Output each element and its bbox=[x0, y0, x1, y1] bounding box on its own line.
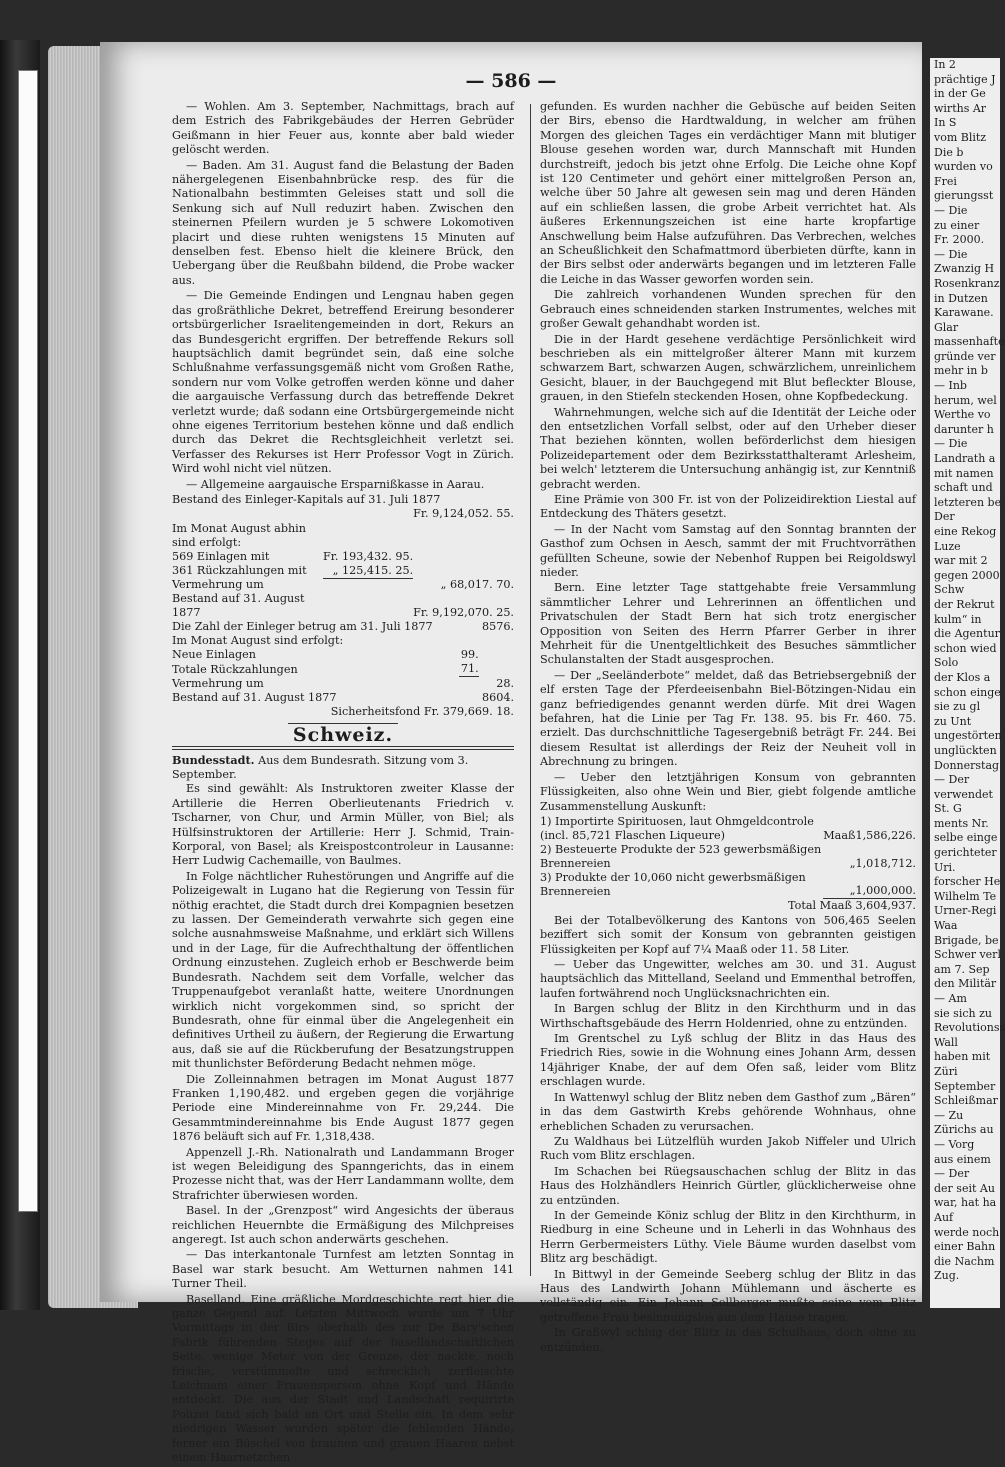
news-item: — In der Nacht vom Samstag auf den Sonntag brannten der Gasthof zum Ochsen in Aesch, sammt der mit Fruchtvorräthen gefüllten Scheune, sowie der Nebenhof Ruppen bei Reigoldswyl nieder. bbox=[540, 522, 916, 579]
row-value-b bbox=[479, 662, 514, 677]
fragment-line: Schwer verl bbox=[934, 948, 1001, 962]
fragment-line: die Agentur bbox=[934, 627, 1000, 641]
news-item: In Folge nächtlicher Ruhestörungen und Angriffe auf die Polizeigewalt in Lugano hat die Regierung von Tessin für nöthig erachtet, die Stadt durch drei Kompagnien besetzen zu lassen. Der Gemeinderath verwahrte sich gegen eine solche ausnahmsweise Maßnahme, und erklärt sich Willens und in der Lage, für die Aufrechthaltung der öffentlichen Ordnung einzustehen. Zugleich erhob er Beschwerde beim Bundesrath. Nachdem seit dem Vorfalle, welcher das Truppenaufgebot veranlaßt hatte, weitere Unordnungen wirklich nicht vorgekommen sind, so spricht der Bundesrath, ohne für einmal über die Angelegenheit ein definitives Urtheil zu äußern, der Regierung die Erwartung aus, daß sie auf die Rückberufung der Besatzungstruppen mit thunlichster Beförderung Bedacht nehmen möge. bbox=[172, 869, 514, 1071]
fragment-line: vom Blitz bbox=[934, 130, 987, 144]
column-divider bbox=[530, 104, 531, 1276]
news-item: Zu Waldhaus bei Lützelflüh wurden Jakob Niffeler und Ulrich Ruch vom Blitz erschlagen. bbox=[540, 1134, 916, 1163]
news-item: — Die Gemeinde Endingen und Lengnau haben gegen das großräthliche Dekret, betreffend Ereirung besonderer ortsbürgerlicher Israelitengemeinden in dort, Rekurs an das Bundesgericht ergriffen. Der betreffende Rekurs soll hauptsächlich damit begründet sein, daß eine solche Schlußnahme verfassungsgemäß nicht vom Großen Rathe, sondern nur vom Volke getroffen werden könne und daher die aargauische Verfassung durch das betreffende Dekret verletzt wurde; daß sodann eine Ortsbürgergemeinde nicht ohne eigenes Territorium bestehen könne und daß endlich durch das Dekret die Rechtsgleichheit verletzt sei. Verfasser des Rekurses ist Herr Professor Vogt in Zürich. Wird wohl nicht viel nützen. bbox=[172, 289, 514, 476]
row-value: 1,018,712. bbox=[855, 856, 916, 870]
fragment-line: zu Unt bbox=[934, 714, 972, 728]
row-unit: Maaß bbox=[823, 828, 856, 842]
fragment-line: forscher He bbox=[934, 875, 1001, 889]
fragment-line: werde noch bbox=[934, 1225, 1000, 1239]
fragment-line: letzteren be bbox=[934, 495, 1002, 509]
row-value-b: Fr. 9,192,070. 25. bbox=[413, 606, 514, 620]
row-value-a bbox=[323, 578, 413, 592]
table-row bbox=[172, 634, 514, 648]
news-item: In Bittwyl in der Gemeinde Seeberg schlug der Blitz in das Haus des Landwirth Johann Mühlemann und äscherte es vollständig ein. Ein Johann Sollberger mußte seine vom Blitz getroffene Frau besinnungslos aus dem Hause tragen. bbox=[540, 1267, 916, 1324]
row-label: Bestand auf 31. August 1877 bbox=[172, 690, 337, 704]
row-value-b: „ 68,017. 70. bbox=[440, 578, 514, 592]
fragment-line: prächtige J bbox=[934, 72, 996, 86]
fragment-line: sie sich zu bbox=[934, 1006, 992, 1020]
fragment-line: der seit Au bbox=[934, 1181, 995, 1195]
news-item: Bei der Totalbevölkerung des Kantons von 506,465 Seelen beziffert sich somit der Konsum von gebrannten geistigen Flüssigkeiten per Kopf auf 7¼ Maaß oder 11. 58 Liter. bbox=[540, 913, 916, 956]
row-value-a: Fr. 193,432. 95. bbox=[322, 549, 414, 563]
news-item: — Baden. Am 31. August fand die Belastung der Baden nähergelegenen Eisenbahnbrücke resp. des für die Nationalbahn bestimmten Geleises statt und soll die Senkung sich auf Null reduzirt haben. Zwischen den steinernen Pfeilern wurden je 5 schwere Lokomotiven placirt und diese ruhten wenigstens 15 Minuten auf denselben fest. Ebenso hielt die kleinere Brück, den Uebergang über die Reußbahn bildend, die Probe wacker aus. bbox=[172, 158, 514, 287]
ersparnis-table-depositors bbox=[172, 620, 514, 705]
row-label: 569 Einlagen mit bbox=[172, 549, 270, 563]
fragment-line: — Zu bbox=[934, 1108, 964, 1122]
news-item: Eine Prämie von 300 Fr. ist von der Polizeidirektion Liestal auf Entdeckung des Thäters gesetzt. bbox=[540, 492, 916, 521]
fragment-line: Donnerstag bbox=[934, 758, 1000, 772]
bund-subheading: Aus dem Bundesrath. Sitzung vom 3. September. bbox=[172, 753, 469, 781]
fragment-line: ungestörten bbox=[934, 729, 1002, 743]
news-item: Appenzell J.-Rh. Nationalrath und Landammann Broger ist wegen Beleidigung des Spanngerichts, das in einem Prozesse nicht that, was der Herr Landammann wollte, dem Strafrichter überwiesen worden. bbox=[172, 1145, 515, 1202]
fragment-line: schaft und bbox=[934, 481, 993, 495]
news-item: — Das interkantonale Turnfest am letzten Sonntag in Basel war stark besucht. Am Wetturnen nahmen 141 Turner Theil. bbox=[172, 1248, 514, 1291]
fragment-line: Der bbox=[934, 510, 955, 524]
news-item: — Der „Seeländerbote“ meldet, daß das Betriebsergebniß der elf ersten Tage der Pferdeeisenbahn Biel-Bötzingen-Nidau ein ganz befriedigendes genannt werden dürfe. Mit drei Wagen befahren, hat die Linie per Tag Fr. 138. 95. bis Fr. 460. 75. erzielt. Das durchschnittliche Tagesergebniß beträgt Fr. 244. Bei diesem Resultat ist allerdings der Reiz der Neuheit voll in Abrechnung zu bringen. bbox=[540, 668, 916, 769]
fragment-line: Werthe vo bbox=[934, 408, 991, 422]
row-label: Vermehrung um bbox=[172, 676, 264, 690]
row-value-b: 8576. bbox=[481, 620, 514, 634]
fragment-line: — Die bbox=[934, 437, 968, 451]
fragment-line: war mit 2 bbox=[934, 554, 988, 568]
row-value-a: „ 125,415. 25. bbox=[323, 564, 413, 579]
fragment-line: Solo bbox=[934, 656, 959, 670]
fragment-line: Waa bbox=[934, 919, 958, 933]
row-label: 2) Besteuerte Produkte der 523 gewerbsmäßigen Brennereien bbox=[540, 842, 822, 870]
left-column bbox=[172, 100, 514, 1467]
fragment-line: selbe einge bbox=[934, 831, 998, 845]
konsum-table bbox=[540, 815, 916, 900]
row-value-b bbox=[479, 634, 514, 648]
row-label: 1) Importirte Spirituosen, laut Ohmgeldcontrole (incl. 85,721 Flaschen Liqueure) bbox=[540, 814, 814, 842]
fragment-line: — Der bbox=[934, 1167, 970, 1181]
row-label: Im Monat August abhin sind erfolgt: bbox=[172, 521, 306, 549]
page-number: — 586 — bbox=[465, 70, 557, 92]
table-row bbox=[172, 522, 514, 550]
fragment-line: Urner-Regi bbox=[934, 904, 997, 918]
fragment-line: mehr in b bbox=[934, 364, 988, 378]
fragment-line: In 2 bbox=[934, 58, 956, 71]
row-value-a: 71. bbox=[460, 662, 479, 676]
fragment-line: Zürichs au bbox=[934, 1123, 994, 1137]
fragment-line: der Rekrut bbox=[934, 597, 995, 611]
fragment-line: in der Ge bbox=[934, 87, 986, 101]
row-label: Totale Rückzahlungen bbox=[172, 662, 298, 676]
fragment-line: darunter h bbox=[934, 422, 994, 436]
fragment-line: Auf bbox=[934, 1210, 954, 1224]
fragment-line: Rosenkranz bbox=[934, 276, 1000, 290]
fragment-line: eine Rekog bbox=[934, 525, 997, 538]
row-value: 1,586,226. bbox=[855, 828, 916, 842]
fragment-line: Wilhelm Te bbox=[934, 889, 997, 903]
fragment-line: Zwanzig H bbox=[934, 262, 995, 276]
fragment-line: gerichteter bbox=[934, 846, 997, 860]
fragment-line: herum, wel bbox=[934, 393, 997, 407]
news-item: In Graßwyl schlug der Blitz in das Schulhaus, doch ohne zu entzünden. bbox=[540, 1326, 916, 1354]
fragment-line: — Die bbox=[934, 203, 968, 217]
row-value-a bbox=[459, 634, 479, 648]
fragment-line: September bbox=[934, 1079, 996, 1093]
fragment-line: den Militär bbox=[934, 977, 997, 991]
row-unit: „ bbox=[849, 856, 856, 870]
fragment-line: sie zu gl bbox=[934, 700, 981, 714]
ersparnis-table-capital bbox=[172, 522, 514, 621]
fragment-line: Brigade, be bbox=[934, 933, 999, 947]
fragment-line: gegen 2000 bbox=[934, 568, 1000, 582]
table-row bbox=[540, 871, 916, 899]
row-label: Vermehrung um bbox=[172, 578, 264, 592]
sicherheitsfond: Sicherheitsfond Fr. 379,669. 18. bbox=[330, 704, 514, 718]
fragment-line: Wall bbox=[934, 1035, 958, 1049]
fragment-line: aus einem bbox=[934, 1152, 991, 1166]
news-item: Die in der Hardt gesehene verdächtige Persönlichkeit wird beschrieben als ein mittelgroßer älterer Mann mit kurzem schwarzem Bart, schwarzen Augen, schwärzlichem, unreinlichem Gesicht, blauer, in der Bauchgegend mit Blut befleckter Blouse, grauen, in den Stiefeln steckenden Hosen, ohne Kopfbedeckung. bbox=[540, 332, 916, 404]
fragment-line: Schleißmar bbox=[934, 1094, 998, 1108]
fragment-line: — Die bbox=[934, 247, 968, 261]
row-label: Im Monat August sind erfolgt: bbox=[172, 634, 344, 648]
fragment-line: — Inb bbox=[934, 379, 967, 393]
fragment-line: — Am bbox=[934, 992, 967, 1005]
fragment-line: kulm“ in bbox=[934, 612, 982, 626]
news-item: Die Zolleinnahmen betragen im Monat August 1877 Franken 1,190,482. und ergeben gegen die vorjährige Periode eine Mindereinnahme von Fr. 29,244. Die Gesammtmindereinnahme bis Ende August 1877 gegen 1876 beläuft sich auf Fr. 1,318,438. bbox=[172, 1072, 514, 1144]
fragment-line: ments Nr. bbox=[934, 816, 989, 830]
fragment-line: zu einer bbox=[934, 218, 980, 232]
news-item: In Wattenwyl schlug der Blitz neben dem Gasthof zum „Bären“ in das dem Gastwirth Krebs gehörende Wohnhaus, ohne erheblichen Schaden zu verursachen. bbox=[540, 1090, 916, 1133]
fragment-line: die Nachm bbox=[934, 1254, 995, 1268]
konsum-total: Total Maaß 3,604,937. bbox=[788, 899, 916, 913]
fragment-line: gierungsst bbox=[934, 189, 994, 203]
fragment-line: Fr. 2000. bbox=[934, 233, 985, 247]
bund-heading: Bundesstadt. bbox=[172, 752, 255, 767]
fragment-line: St. G bbox=[934, 802, 962, 816]
table-row bbox=[172, 648, 514, 662]
news-item: — Wohlen. Am 3. September, Nachmittags, brach auf dem Estrich des Fabrikgebäudes der Herren Gebrüder Geißmann in hier Feuer aus, konnte aber bald wieder gelöscht werden. bbox=[172, 100, 514, 157]
fragment-line: mit namen bbox=[934, 466, 994, 480]
news-item: Im Grentschel zu Lyß schlug der Blitz in das Haus des Friedrich Ries, sowie in die Wohnung eines Johann Arm, dessen 14jähriger Knabe, der auf dem Ofen saß, leider vom Blitz erschlagen wurde. bbox=[540, 1032, 916, 1089]
fragment-line: Züri bbox=[934, 1064, 958, 1078]
fragment-line: In S bbox=[934, 116, 957, 130]
row-label: Neue Einlagen bbox=[172, 648, 256, 662]
fragment-line: schon wied bbox=[934, 641, 997, 655]
row-value-b: 28. bbox=[496, 676, 514, 690]
fragment-line: gründe ver bbox=[934, 349, 996, 363]
newspaper-page bbox=[100, 42, 922, 1465]
row-value-b bbox=[413, 522, 514, 550]
next-page-fragments bbox=[930, 58, 1005, 1284]
section-divider bbox=[172, 746, 514, 750]
fragment-line: Luze bbox=[934, 539, 961, 553]
fragment-line: — Vorg bbox=[934, 1137, 975, 1151]
row-value-a bbox=[459, 677, 479, 691]
table-row bbox=[172, 691, 514, 705]
row-value-b bbox=[413, 550, 514, 564]
bookmark-slip bbox=[18, 70, 38, 1212]
news-item: Bern. Eine letzter Tage stattgehabte freie Versammlung sämmtlicher Lehrer und Lehrerinnen an öffentlichen und Privatschulen der Stadt Bern hat sich trotz energischer Opposition von Seiten des Herrn Pfarrer Gerber in ihrer Mehrheit für die Unentgeltlichkeit des Besuches sämmtlicher Schulanstalten der Stadt ausgesprochen. bbox=[540, 581, 916, 667]
table-row bbox=[540, 843, 916, 871]
fragment-line: war, hat ha bbox=[934, 1196, 997, 1210]
fragment-line: in Dutzen bbox=[934, 291, 988, 305]
table-row bbox=[172, 592, 514, 620]
fragment-line: Landrath a bbox=[934, 452, 996, 466]
row-value-b bbox=[479, 648, 514, 662]
row-value: 1,000,000. bbox=[856, 871, 917, 899]
row-value-a bbox=[459, 691, 479, 705]
fragment-line: Uri. bbox=[934, 860, 956, 874]
right-column bbox=[540, 100, 916, 1356]
table-row bbox=[172, 662, 514, 677]
news-item: In der Gemeinde Köniz schlug der Blitz in den Kirchthurm, in Riedburg in eine Scheune und in Leherli in das Wohnhaus des Herrn Gerbermeisters Lüthy. Viele Bäume wurden daselbst vom Blitz arg beschädigt. bbox=[540, 1208, 916, 1266]
fragment-line: Glar bbox=[934, 320, 959, 334]
fragment-line: Frei bbox=[934, 174, 957, 188]
table-row bbox=[172, 620, 514, 634]
next-page-edge bbox=[930, 58, 1005, 1308]
fragment-line: unglückten bbox=[934, 743, 997, 757]
fragment-line: massenhafte bbox=[934, 335, 1005, 349]
news-item: — Ueber den letztjährigen Konsum von gebrannten Flüssigkeiten, also ohne Wein und Bier, giebt folgende amtliche Zusammenstellung Auskunft: bbox=[540, 770, 916, 813]
news-item: Es sind gewählt: Als Instruktoren zweiter Klasse der Artillerie die Herren Oberlieutenants Friedrich v. Tscharner, von Chur, und Armin Müller, von Biel; als Hülfsinstruktoren der Artillerie: Herr J. Schmid, Train-Korporal, von Basel; als Kreispostcontroleur in Lausanne: Herr Ludwig Cachemaille, von Baulmes. bbox=[172, 782, 514, 868]
news-item: Die zahlreich vorhandenen Wunden sprechen für den Gebrauch eines schneidenden starken Instrumentes, welches mit großer Gewalt gehandhabt worden ist. bbox=[540, 288, 916, 331]
table-row bbox=[172, 677, 514, 691]
fragment-line: Zug. bbox=[934, 1269, 960, 1283]
fragment-line: Revolutionss bbox=[934, 1021, 1005, 1035]
fragment-line: am 7. Sep bbox=[934, 962, 990, 976]
row-label: 361 Rückzahlungen mit bbox=[172, 564, 307, 578]
news-item: — Ueber das Ungewitter, welches am 30. und 31. August hauptsächlich das Mittelland, Seeland und Emmenthal betroffen, laufen fortwährend noch Unglücksnachrichten ein. bbox=[540, 958, 916, 1000]
news-item: Wahrnehmungen, welche sich auf die Identität der Leiche oder den entsetzlichen Vorfall selbst, oder auf den Urheber dieser That beziehen könnten, wollen beförderlichst dem hiesigen Polizeidepartement oder dem Bezirksstatthalteramt Arlesheim, bei welch' letzterem die Untersuchung anhängig ist, zur Kenntniß gebracht werden. bbox=[540, 405, 916, 491]
fragment-line: Die b bbox=[934, 145, 964, 159]
news-item: Im Schachen bei Rüegsauschachen schlug der Blitz in das Haus des Holzhändlers Heinrich Gürtler, glücklicherweise ohne zu entzünden. bbox=[540, 1164, 916, 1207]
row-value-a bbox=[459, 620, 479, 634]
row-value-a bbox=[323, 522, 413, 550]
news-item: Baselland. Eine gräßliche Mordgeschichte regt hier die ganze Gegend auf. Letzten Mittwoch wurde um 7 Uhr Vormittags in der Birs oberhalb des zur De Bary'schen Fabrik führenden Steges auf der basellandschaftlichen Seite, wenige Meter von der Grenze, der nackte, noch frische, verstümmelte und schrecklich zerfleischte Leichnam einer Frauensperson ohne Kopf und Hände entdeckt. Die aus der Stadt und Landschaft requirirte Polizei fand sich bald an Ort und Stelle ein. In dem sehr niedrigen Wasser wurden später die fehlenden Hände, ferner ein Büschel von braunen und grauen Haaren nebst einem Haarnetzchen bbox=[172, 1292, 514, 1465]
fragment-line: Schw bbox=[934, 583, 965, 597]
fragment-line: der Klos a bbox=[934, 670, 991, 684]
fragment-line: — Der bbox=[934, 773, 970, 787]
row-label: 3) Produkte der 10,060 nicht gewerbsmäßigen Brennereien bbox=[540, 870, 806, 898]
row-value-b bbox=[413, 564, 514, 579]
fragment-line: wurden vo bbox=[934, 160, 993, 174]
fragment-line: verwendet bbox=[934, 787, 993, 801]
section-title: Schweiz. bbox=[292, 724, 394, 747]
row-label: Die Zahl der Einleger betrug am 31. Juli 1877 bbox=[172, 620, 433, 634]
row-value-a bbox=[323, 592, 413, 620]
fragment-line: schon einge bbox=[934, 685, 1001, 699]
table-row bbox=[172, 578, 514, 592]
ersparnis-subheading: Bestand des Einleger-Kapitals auf 31. Juli 1877 bbox=[172, 492, 441, 506]
row-value-a: 99. bbox=[460, 648, 479, 662]
row-value-b: 8604. bbox=[481, 690, 514, 704]
table-row bbox=[172, 550, 514, 564]
news-item: In Bargen schlug der Blitz in den Kirchthurm und in das Wirthschaftsgebäude des Herrn Holdenried, ohne zu entzünden. bbox=[540, 1002, 916, 1030]
fragment-line: wirths Ar bbox=[934, 101, 987, 115]
fragment-line: einer Bahn bbox=[934, 1240, 996, 1254]
fragment-line: haben mit bbox=[934, 1050, 991, 1064]
fragment-line: Karawane. bbox=[934, 306, 994, 320]
row-label: Bestand auf 31. August 1877 bbox=[172, 592, 305, 620]
ersparnis-total: Fr. 9,124,052. 55. bbox=[413, 507, 514, 521]
row-unit: „ bbox=[823, 871, 855, 899]
table-row bbox=[172, 564, 514, 579]
table-row bbox=[540, 815, 916, 843]
ersparnis-heading: — Allgemeine aargauische Ersparnißkasse in Aarau. bbox=[186, 477, 485, 491]
news-item: gefunden. Es wurden nachher die Gebüsche auf beiden Seiten der Birs, ebenso die Hardtwaldung, in welcher am frühen Morgen des gleichen Tages ein verdächtiger Mann mit blutiger Blouse gesehen worden war, durch Mannschaft mit Hunden durchstreift, jedoch bis jetzt ohne Erfolg. Die Leiche ohne Kopf ist 120 Centimeter und gehört einer mittelgroßen Person an, welche über 50 Jahre alt gewesen sein mag und deren Händen auf ein schließen lassen, die grobe Arbeit verrichtet hat. Als äußeres Erkennungszeichen ist eine harte kropfartige Anschwellung beim Halse aufzuführen. Das Verbrechen, welches an Scheußlichkeit den Schafmattmord überbieten dürfte, kann in der Birs selbst oder anderwärts begangen und im letzteren Falle die Leiche in das Wasser geworfen worden sein. bbox=[540, 100, 916, 286]
news-item: Basel. In der „Grenzpost“ wird Angesichts der überaus reichlichen Heuernbte die Ermäßigung des Milchpreises angeregt. Ist auch schon anderwärts geschehen. bbox=[172, 1204, 514, 1246]
